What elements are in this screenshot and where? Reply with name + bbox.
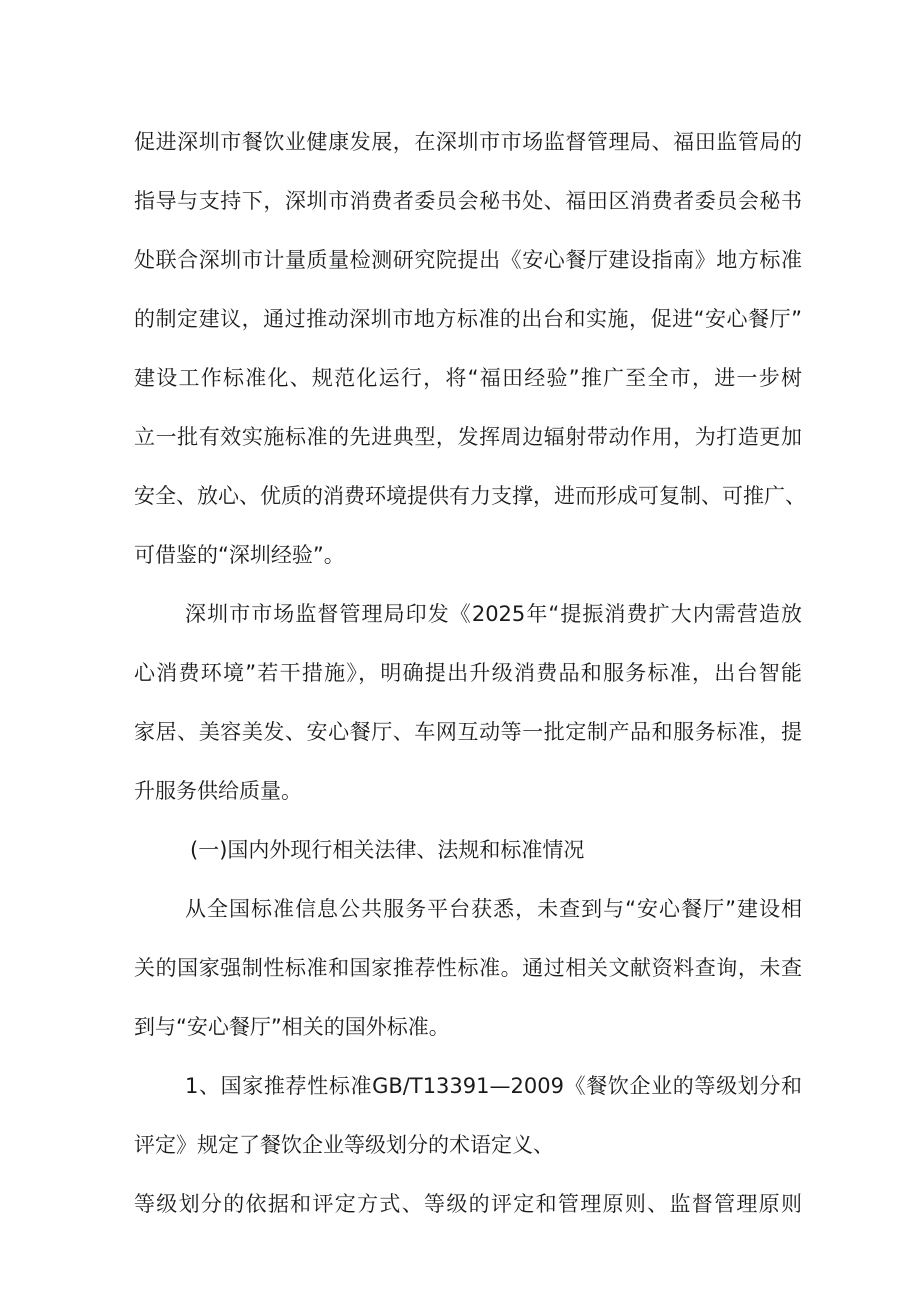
paragraph-1-line-8: 可借鉴的“深圳经验”。 [134,543,345,567]
paragraph-4-line-1: 1、国家推荐性标准GB/T13391—2009《餐饮企业的等级划分和 [185,1074,802,1098]
paragraph-1-line-3: 处联合深圳市计量质量检测研究院提出《安心餐厅建设指南》地方标准 [134,248,802,272]
paragraph-3-line-1: 从全国标准信息公共服务平台获悉，未查到与“安心餐厅”建设相 [185,897,802,921]
paragraph-1-line-7: 安全、放心、优质的消费环境提供有力支撑，进而形成可复制、可推广、 [134,484,806,508]
paragraph-1-line-4: 的制定建议，通过推动深圳市地方标准的出台和实施，促进“安心餐厅” [134,307,802,331]
paragraph-2-line-2: 心消费环境”若干措施》，明确提出升级消费品和服务标准，出台智能 [134,661,802,685]
paragraph-2-line-3: 家居、美容美发、安心餐厅、车网互动等一批定制产品和服务标准，提 [134,720,802,744]
paragraph-1-line-5: 建设工作标准化、规范化运行，将“福田经验”推广至全市，进一步树 [134,366,802,390]
paragraph-1-line-1: 促进深圳市餐饮业健康发展，在深圳市市场监督管理局、福田监管局的 [134,130,802,154]
paragraph-4-line-3: 等级划分的依据和评定方式、等级的评定和管理原则、监督管理原则 [134,1192,802,1216]
section-heading: (一)国内外现行相关法律、法规和标准情况 [190,838,585,862]
paragraph-4-line-2: 评定》规定了餐饮企业等级划分的术语定义、 [134,1133,554,1157]
paragraph-1-line-2: 指导与支持下，深圳市消费者委员会秘书处、福田区消费者委员会秘书 [134,189,802,213]
paragraph-1-line-6: 立一批有效实施标准的先进典型，发挥周边辐射带动作用，为打造更加 [134,425,802,449]
paragraph-2-line-1: 深圳市市场监督管理局印发《2025年“提振消费扩大内需营造放 [185,602,802,626]
paragraph-3-line-2: 关的国家强制性标准和国家推荐性标准。通过相关文献资料查询，未查 [134,956,802,980]
paragraph-3-line-3: 到与“安心餐厅”相关的国外标准。 [134,1015,450,1039]
paragraph-2-line-4: 升服务供给质量。 [134,779,302,803]
